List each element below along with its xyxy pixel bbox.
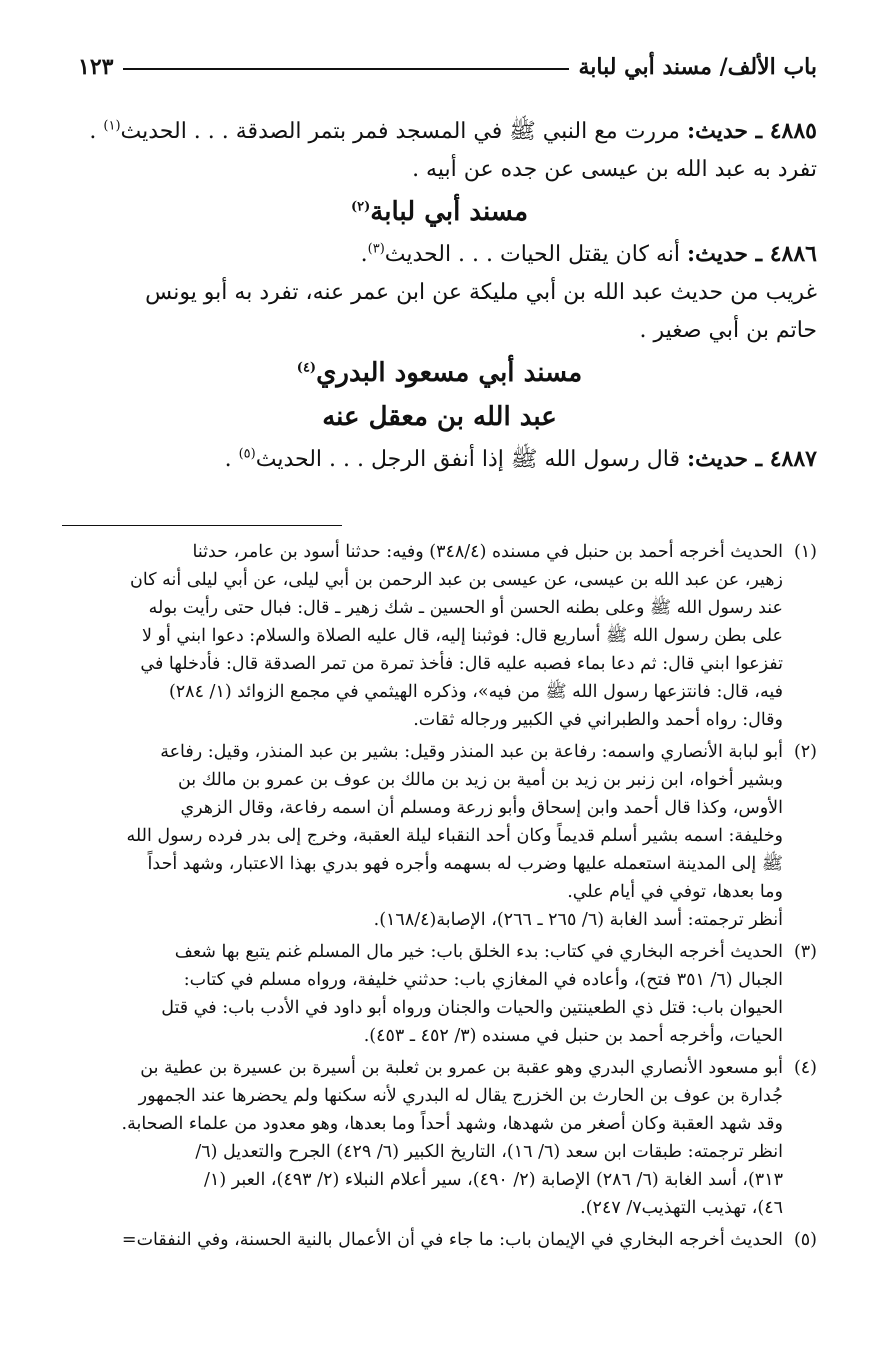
footnote-line: أنظر ترجمته: أسد الغابة (٦/ ٢٦٥ ـ ٢٦٦)، الإصابة(١٦٨/٤). [373, 910, 783, 930]
section-heading [62, 352, 817, 394]
hadith-number: ٤٨٨٥ ـ حديث: [686, 118, 817, 144]
footnote-text [62, 938, 783, 1050]
footnote-number: (٣) [793, 942, 817, 962]
hadith-4885 [62, 112, 817, 151]
footnote-line: الحديث أخرجه البخاري في الإيمان باب: ما جاء في أن الأعمال بالنية الحسنة، وفي النفقات= [121, 1230, 783, 1250]
footnote-text [62, 538, 783, 734]
footnote-line: الأوس، وكذا قال أحمد وابن إسحاق وأبو زرعة ومسلم أن اسمه رفاعة، وقال الزهري [180, 798, 783, 818]
footnote-line: جُدارة بن عوف بن الحارث بن الخزرج يقال له البدري لأنه سكنها ولم يحضرها عند الجمهور [138, 1086, 783, 1106]
hadith-text: مررت مع النبي ﷺ في المسجد فمر بتمر الصدقة . . . الحديث [120, 119, 687, 144]
punct: . [360, 242, 368, 267]
hadith-text: قال رسول الله ﷺ إذا أنفق الرجل . . . الحديث [255, 447, 687, 472]
footnote-line: الحيات، وأخرجه أحمد بن حنبل في مسنده (٣/ ٤٥٢ ـ ٤٥٣). [363, 1026, 783, 1046]
text-line: غريب من حديث عبد الله بن أبي مليكة عن ابن عمر عنه، تفرد به أبو يونس [145, 280, 817, 305]
footnote-line: زهير، عن عبد الله بن عيسى، عن عيسى بن عبد الرحمن بن أبي ليلى، عن أبي ليلى أنه كان [130, 570, 783, 590]
footnote-ref[interactable]: (٣) [367, 241, 385, 257]
footnote-ref[interactable]: (١) [103, 118, 121, 134]
footnote-separator [62, 525, 342, 526]
footnote-line: عند رسول الله ﷺ وعلى بطنه الحسن أو الحسين ـ شك زهير ـ قال: فبال حتى رأيت بوله [148, 598, 783, 618]
footnote-line: وبشير أخواه، ابن زنبر بن زيد بن أمية بن زيد بن مالك بن عوف بن عمرو بن مالك بن [177, 770, 783, 790]
hadith-number: ٤٨٨٧ ـ حديث: [686, 446, 817, 472]
heading-text: مسند أبي لبابة [370, 197, 528, 227]
footnote-number: (١) [793, 542, 817, 562]
footnote-line: الحديث أخرجه أحمد بن حنبل في مسنده (٣٤٨/٤) وفيه: حدثنا أسود بن عامر، حدثنا [192, 542, 783, 562]
page-number: ١٢٣ [78, 54, 114, 80]
hadith-text: أنه كان يقتل الحيات . . . الحديث [384, 242, 687, 267]
hadith-4886 [62, 235, 817, 274]
footnote-line: وخليفة: اسمه بشير أسلم قديماً وكان أحد النقباء ليلة العقبة، وخرج إلى بدر فرده رسول الله [126, 826, 783, 846]
footnote-ref[interactable]: (٤) [296, 360, 317, 376]
footnote-line: تفزعوا ابني قال: ثم دعا بماء فصبه عليه قال: فأخذ تمرة من تمر الصدقة قال: فأدخلها في [140, 654, 783, 674]
footnote-line: وما بعدها، توفي في أيام علي. [567, 882, 783, 902]
footnote-ref[interactable]: (٥) [238, 446, 256, 462]
header-rule [123, 68, 568, 70]
heading-text: مسند أبي مسعود البدري [316, 358, 583, 388]
footnote-line: الحيوان باب: قتل ذي الطعينتين والحيات والجنان ورواه أبو داود في الأدب باب: في قتل [161, 998, 783, 1018]
footnote-line: الجبال (٦/ ٣٥١ فتح)، وأعاده في المغازي باب: حدثني خليفة، ورواه مسلم في كتاب: [183, 970, 783, 990]
footnote-5 [62, 1226, 817, 1254]
text-line: تفرد به عبد الله بن عيسى عن جده عن أبيه . [412, 157, 817, 182]
subsection-heading: عبد الله بن معقل عنه [322, 402, 557, 432]
page-header [78, 40, 817, 80]
footnote-line: أبو لبابة الأنصاري واسمه: رفاعة بن عبد المنذر وقيل: بشير بن عبد المنذر، وقيل: رفاعة [160, 742, 783, 762]
footnote-3 [62, 938, 817, 1050]
footnote-line: وقال: رواه أحمد والطبراني في الكبير ورجاله ثقات. [413, 710, 783, 730]
footnote-line: أبو مسعود الأنصاري البدري وهو عقبة بن عمرو بن ثعلبة بن أسيرة بن عسيرة بن عطية بن [140, 1058, 783, 1078]
running-title: باب الألف/ مسند أبي لبابة [578, 54, 817, 80]
footnote-text [62, 1226, 783, 1254]
punct: . [89, 119, 104, 144]
footnote-line: وقد شهد العقبة وكان أصغر من شهدها، وشهد أحداً وما بعدها، وهو معدود من علماء الصحابة. [121, 1114, 783, 1134]
hadith-number: ٤٨٨٦ ـ حديث: [686, 241, 817, 267]
punct: . [224, 447, 239, 472]
footnote-line: ٤٦)، تهذيب التهذيب٧/ ٢٤٧). [580, 1198, 783, 1218]
footnote-line: انظر ترجمته: طبقات ابن سعد (٦/ ١٦)، التاريخ الكبير (٦/ ٤٢٩) الجرح والتعديل (٦/ [195, 1142, 783, 1162]
footnote-4 [62, 1054, 817, 1222]
footnote-line: ﷺ إلى المدينة استعمله عليها وضرب له بسهمه وأجره فهو بدري بهذا الاعتبار، وشهد أحداً [147, 854, 783, 874]
footnote-ref[interactable]: (٢) [350, 199, 371, 215]
footnote-number: (٢) [793, 742, 817, 762]
footnote-number: (٤) [793, 1058, 817, 1078]
footnotes [62, 538, 817, 1258]
footnote-2 [62, 738, 817, 934]
footnote-text [62, 1054, 783, 1222]
main-text [62, 112, 817, 479]
footnote-line: على بطن رسول الله ﷺ أساريع قال: فوثبنا إليه، قال عليه الصلاة والسلام: دعوا ابني أو لا [142, 626, 783, 646]
footnote-1 [62, 538, 817, 734]
footnote-line: ٣١٣)، أسد الغابة (٦/ ٢٨٦) الإصابة (٢/ ٤٩٠)، سير أعلام النبلاء (٢/ ٤٩٣)، العبر (١/ [204, 1170, 783, 1190]
footnote-text [62, 738, 783, 934]
footnote-number: (٥) [793, 1230, 817, 1250]
footnote-line: الحديث أخرجه البخاري في كتاب: بدء الخلق باب: خير مال المسلم غنم يتبع بها شعف [174, 942, 783, 962]
footnote-line: فيه، قال: فانتزعها رسول الله ﷺ من فيه»، وذكره الهيثمي في مجمع الزوائد (١/ ٢٨٤) [168, 682, 783, 702]
section-heading [62, 191, 817, 233]
text-line: حاتم بن أبي صغير . [639, 318, 817, 343]
hadith-4887 [62, 440, 817, 479]
